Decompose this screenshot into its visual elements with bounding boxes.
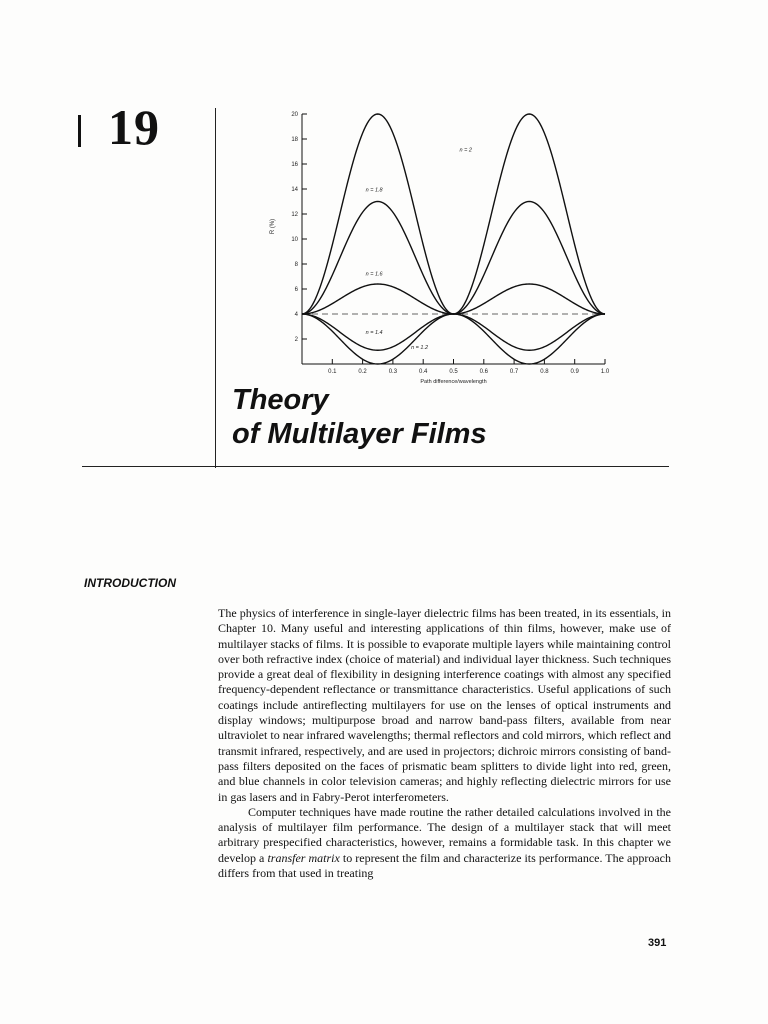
reflectance-chart bbox=[255, 104, 625, 394]
x-tick-label: 0.3 bbox=[388, 369, 398, 375]
paragraph-2-start: Computer techniques have made routine the rather detailed calculations involved in the analysis of multilayer film performance. The design of a multilayer stack that will meet arbitrary prespecified characteristics, however, remains a formidable task. In this chapter we develop a bbox=[218, 804, 671, 865]
y-tick-label: 6 bbox=[294, 287, 298, 293]
series-label: n = 1.8 bbox=[365, 187, 383, 194]
series-line bbox=[302, 202, 605, 315]
paragraph-2-emphasis: transfer matrix bbox=[267, 850, 340, 865]
x-tick-label: 0.1 bbox=[328, 369, 337, 375]
body-text bbox=[218, 606, 671, 881]
series-label: n = 1.6 bbox=[365, 271, 383, 278]
chapter-title bbox=[232, 383, 487, 451]
series-label: n = 1.2 bbox=[411, 345, 429, 351]
chapter-title-line-2: of Multilayer Films bbox=[232, 418, 487, 450]
y-tick-label: 18 bbox=[291, 137, 298, 143]
x-tick-label: 0.4 bbox=[419, 369, 428, 375]
series-line bbox=[302, 114, 605, 314]
series-line bbox=[302, 314, 605, 350]
y-tick-label: 20 bbox=[291, 112, 298, 118]
y-tick-label: 14 bbox=[291, 187, 298, 193]
x-axis-label: Path difference/wavelength bbox=[420, 379, 487, 385]
paragraph-1: The physics of interference in single-layer dielectric films has been treated, in its essentials, in Chapter 10. Many useful and interesting applications of thin films, however, make use of multilayer stacks of films. It is possible to evaporate multiple layers while maintaining control over both refractive index (choice of material) and individual layer thickness. Such techniques provide a great deal of flexibility in designing interference coatings with almost any specified frequency-dependent reflectance or transmittance characteristics. Useful applications of such coatings include antireflecting multilayers for use on the lenses of optical instruments and display windows; multipurpose broad and narrow band-pass filters, available from near ultraviolet to near infrared wavelengths; thermal reflectors and cold mirrors, which reflect and transmit infrared, respectively, and are used in projectors; dichroic mirrors consisting of band-pass filters deposited on the faces of prismatic beam splitters to divide light into red, green, and blue channels in color television cameras; and highly reflecting dielectric mirrors for use in gas lasers and in Fabry-Perot interferometers. bbox=[218, 606, 671, 804]
y-axis-label: R (%) bbox=[270, 218, 276, 235]
vertical-rule bbox=[215, 108, 216, 468]
y-tick-label: 10 bbox=[291, 237, 298, 243]
chapter-number: 19 bbox=[108, 99, 160, 155]
x-tick-label: 0.8 bbox=[540, 369, 549, 375]
paragraph-2 bbox=[218, 805, 671, 881]
paragraph-2-end: to represent the film and characterize its performance. The approach differs from that used in treating bbox=[218, 850, 671, 881]
x-tick-label: 0.9 bbox=[570, 369, 579, 375]
chapter-marker-bar bbox=[78, 115, 81, 147]
x-tick-label: 0.2 bbox=[358, 369, 367, 375]
y-tick-label: 4 bbox=[294, 312, 298, 318]
series-label: n = 2 bbox=[459, 147, 472, 154]
x-tick-label: 0.5 bbox=[449, 369, 458, 375]
x-tick-label: 0.6 bbox=[479, 369, 488, 375]
y-tick-label: 2 bbox=[294, 337, 298, 343]
x-tick-label: 1.0 bbox=[600, 369, 610, 375]
x-tick-label: 0.7 bbox=[509, 369, 519, 375]
y-tick-label: 16 bbox=[291, 162, 298, 168]
chapter-title-line-1: Theory bbox=[232, 384, 329, 416]
page-number: 391 bbox=[648, 937, 667, 949]
y-tick-label: 8 bbox=[294, 262, 298, 268]
y-tick-label: 12 bbox=[291, 212, 298, 218]
series-line bbox=[302, 284, 605, 314]
series-label: n = 1.4 bbox=[365, 330, 383, 336]
section-heading: INTRODUCTION bbox=[84, 576, 176, 590]
series-line bbox=[302, 314, 605, 364]
horizontal-rule bbox=[82, 466, 669, 467]
